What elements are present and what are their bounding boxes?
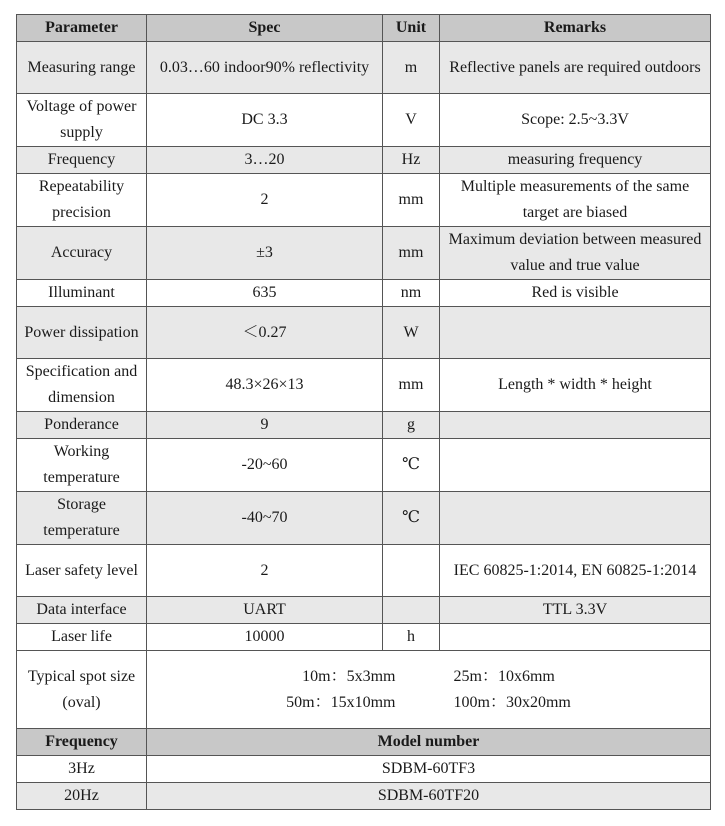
model-header-row: [17, 729, 711, 756]
cell-parameter: Data interface: [17, 597, 147, 624]
cell-parameter: Measuring range: [17, 42, 147, 94]
cell-remarks: Maximum deviation between measured value and true value: [440, 227, 711, 280]
spot-size-value: 100m：30x20mm: [453, 693, 571, 711]
cell-remarks: Reflective panels are required outdoors: [440, 42, 711, 94]
spot-size-values: [147, 651, 711, 729]
spot-size-value: 25m：10x6mm: [453, 667, 555, 685]
spot-size-value: 50m：15x10mm: [286, 693, 396, 711]
cell-spec: 48.3×26×13: [147, 359, 383, 412]
cell-remarks: [440, 492, 711, 545]
table-row: [17, 42, 711, 94]
cell-unit: mm: [383, 359, 440, 412]
table-row: [17, 227, 711, 280]
cell-unit: ℃: [383, 439, 440, 492]
cell-unit: g: [383, 412, 440, 439]
cell-spec: 2: [147, 545, 383, 597]
cell-unit: mm: [383, 227, 440, 280]
col-header-frequency: Frequency: [17, 729, 147, 756]
spot-size-value: 10m：5x3mm: [302, 667, 396, 685]
cell-spec: 9: [147, 412, 383, 439]
cell-spec: 0.03…60 indoor90% reflectivity: [147, 42, 383, 94]
cell-frequency: 3Hz: [17, 756, 147, 783]
cell-remarks: Multiple measurements of the same target are biased: [440, 174, 711, 227]
col-header-spec: Spec: [147, 15, 383, 42]
spot-size-row: [17, 651, 711, 729]
table-row: [17, 545, 711, 597]
cell-unit: mm: [383, 174, 440, 227]
cell-remarks: Scope: 2.5~3.3V: [440, 94, 711, 147]
cell-spec: UART: [147, 597, 383, 624]
cell-model-number: SDBM-60TF20: [147, 783, 711, 810]
table-row: [17, 94, 711, 147]
cell-unit: nm: [383, 280, 440, 307]
cell-spec: -20~60: [147, 439, 383, 492]
cell-parameter: Frequency: [17, 147, 147, 174]
cell-unit: h: [383, 624, 440, 651]
cell-spec: -40~70: [147, 492, 383, 545]
cell-unit: [383, 545, 440, 597]
table-row: [17, 174, 711, 227]
cell-parameter: Working temperature: [17, 439, 147, 492]
table-row: [17, 492, 711, 545]
table-row: [17, 597, 711, 624]
cell-parameter: Typical spot size (oval): [17, 651, 147, 729]
cell-parameter: Laser safety level: [17, 545, 147, 597]
cell-unit: m: [383, 42, 440, 94]
cell-remarks: Length * width * height: [440, 359, 711, 412]
col-header-remarks: Remarks: [440, 15, 711, 42]
cell-parameter: Ponderance: [17, 412, 147, 439]
cell-remarks: [440, 624, 711, 651]
col-header-parameter: Parameter: [17, 15, 147, 42]
cell-spec: ±3: [147, 227, 383, 280]
cell-spec: 635: [147, 280, 383, 307]
table-header-row: [17, 15, 711, 42]
cell-spec: DC 3.3: [147, 94, 383, 147]
cell-unit: [383, 597, 440, 624]
model-row: [17, 756, 711, 783]
cell-frequency: 20Hz: [17, 783, 147, 810]
cell-model-number: SDBM-60TF3: [147, 756, 711, 783]
table-row: [17, 439, 711, 492]
cell-parameter: Illuminant: [17, 280, 147, 307]
model-row: [17, 783, 711, 810]
cell-spec: 3…20: [147, 147, 383, 174]
table-row: [17, 624, 711, 651]
table-row: [17, 280, 711, 307]
cell-parameter: Accuracy: [17, 227, 147, 280]
cell-parameter: Storage temperature: [17, 492, 147, 545]
cell-spec: 2: [147, 174, 383, 227]
cell-parameter: Power dissipation: [17, 307, 147, 359]
cell-remarks: Red is visible: [440, 280, 711, 307]
cell-remarks: IEC 60825-1:2014, EN 60825-1:2014: [440, 545, 711, 597]
cell-remarks: [440, 307, 711, 359]
cell-parameter: Repeatability precision: [17, 174, 147, 227]
table-row: [17, 359, 711, 412]
col-header-unit: Unit: [383, 15, 440, 42]
cell-parameter: Voltage of power supply: [17, 94, 147, 147]
col-header-model-number: Model number: [147, 729, 711, 756]
cell-remarks: [440, 412, 711, 439]
table-row: [17, 307, 711, 359]
cell-unit: ℃: [383, 492, 440, 545]
cell-spec: 10000: [147, 624, 383, 651]
cell-unit: Hz: [383, 147, 440, 174]
cell-parameter: Laser life: [17, 624, 147, 651]
cell-remarks: [440, 439, 711, 492]
cell-spec: ＜0.27: [147, 307, 383, 359]
cell-remarks: TTL 3.3V: [440, 597, 711, 624]
spec-table: [16, 14, 711, 810]
spot-size-line: [151, 690, 706, 716]
cell-remarks: measuring frequency: [440, 147, 711, 174]
cell-unit: W: [383, 307, 440, 359]
table-row: [17, 412, 711, 439]
cell-unit: V: [383, 94, 440, 147]
spot-size-line: [151, 664, 706, 690]
cell-parameter: Specification and dimension: [17, 359, 147, 412]
table-row: [17, 147, 711, 174]
